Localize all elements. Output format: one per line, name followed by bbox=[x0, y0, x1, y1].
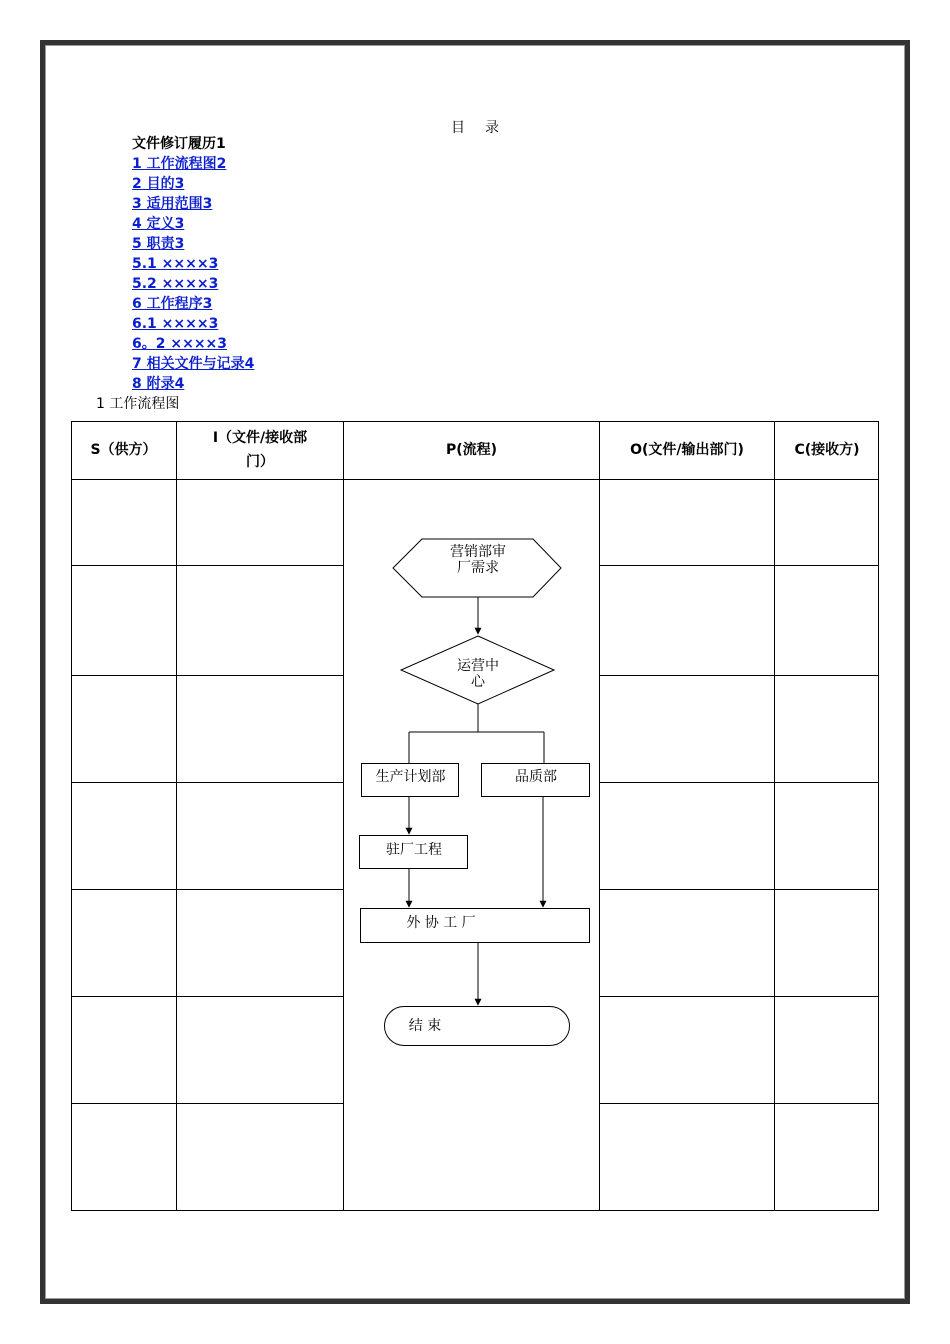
toc-link-scope[interactable]: 3 适用范围3 bbox=[132, 196, 213, 212]
decision-node-line2: 心 bbox=[471, 674, 485, 690]
toc-item-revision-history: 文件修订履历1 bbox=[132, 136, 226, 152]
start-node-line2: 厂需求 bbox=[457, 560, 499, 576]
table-of-contents bbox=[132, 134, 254, 394]
toc-link-6-2[interactable]: 6。2 ××××3 bbox=[132, 336, 228, 352]
toc-title-char-1: 目 bbox=[451, 120, 465, 136]
toc-link-procedure[interactable]: 6 工作程序3 bbox=[132, 296, 213, 312]
resident-node-label: 驻厂工程 bbox=[386, 842, 442, 858]
end-node-label: 结 束 bbox=[408, 1018, 442, 1034]
header-i-line1: I（文件/接收部 bbox=[212, 430, 308, 446]
header-o: O(文件/输出部门) bbox=[630, 442, 744, 458]
sipoc-table bbox=[71, 421, 879, 1211]
decision-node-line1: 运营中 bbox=[457, 658, 499, 674]
toc-title-char-2: 录 bbox=[485, 120, 499, 136]
decision-node-label bbox=[428, 658, 528, 690]
planning-node-label: 生产计划部 bbox=[375, 769, 446, 785]
header-i-line2: 门） bbox=[246, 454, 274, 470]
factory-node-label: 外 协 工 厂 bbox=[406, 915, 476, 931]
header-s: S（供方） bbox=[90, 442, 157, 458]
toc-link-workflow[interactable]: 1 工作流程图2 bbox=[132, 156, 227, 172]
toc-link-purpose[interactable]: 2 目的3 bbox=[132, 176, 185, 192]
toc-link-related-docs[interactable]: 7 相关文件与记录4 bbox=[132, 356, 255, 372]
table-border bbox=[72, 422, 879, 1211]
quality-node-label: 品质部 bbox=[515, 769, 557, 785]
section-heading: 1 工作流程图 bbox=[96, 396, 180, 412]
toc-link-definition[interactable]: 4 定义3 bbox=[132, 216, 185, 232]
sipoc-grid-lines bbox=[71, 421, 879, 1211]
toc-link-responsibility[interactable]: 5 职责3 bbox=[132, 236, 185, 252]
toc-link-5-1[interactable]: 5.1 ××××3 bbox=[132, 256, 219, 272]
header-c: C(接收方) bbox=[794, 442, 860, 458]
toc-link-5-2[interactable]: 5.2 ××××3 bbox=[132, 276, 219, 292]
toc-link-appendix[interactable]: 8 附录4 bbox=[132, 376, 185, 392]
start-node-line1: 营销部审 bbox=[450, 544, 506, 560]
header-i bbox=[177, 421, 343, 479]
header-p: P(流程) bbox=[445, 442, 498, 458]
start-node-label bbox=[418, 544, 538, 576]
toc-link-6-1[interactable]: 6.1 ××××3 bbox=[132, 316, 219, 332]
